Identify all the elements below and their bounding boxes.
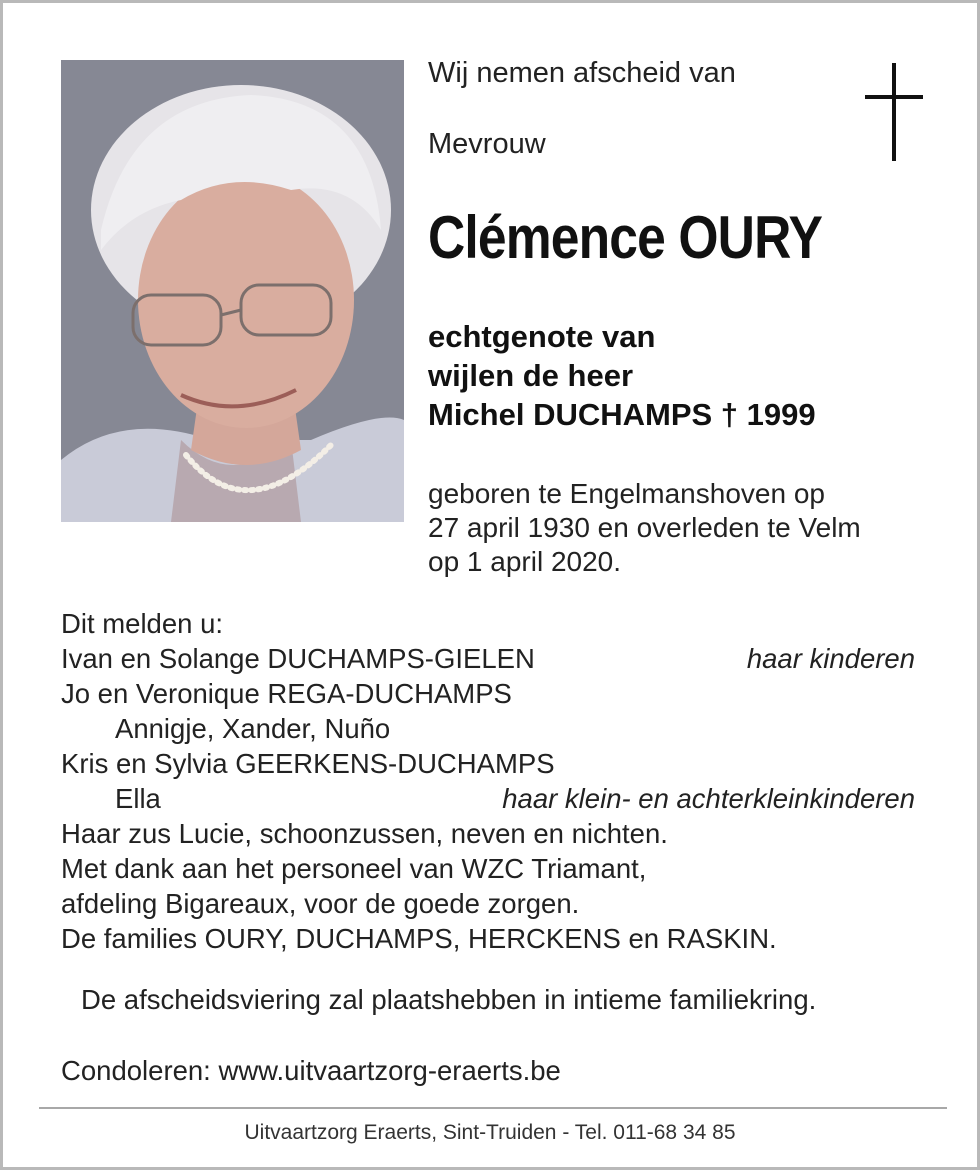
condolence-line: Condoleren: www.uitvaartzorg-eraerts.be bbox=[61, 1055, 561, 1086]
family-row-4: Kris en Sylvia GEERKENS-DUCHAMPS bbox=[61, 748, 555, 779]
family-row-5: Ella bbox=[115, 783, 161, 814]
funeral-home-footer: Uitvaartzorg Eraerts, Sint-Truiden - Tel. 011-68 34 85 bbox=[244, 1121, 736, 1144]
ceremony-note: De afscheidsviering zal plaatshebben in intieme familiekring. bbox=[81, 984, 817, 1015]
family-row-8: afdeling Bigareaux, voor de goede zorgen. bbox=[61, 888, 580, 919]
birth-line-2: 27 april 1930 en overleden te Velm bbox=[428, 512, 861, 543]
footer-divider bbox=[39, 1107, 947, 1109]
spouse-line-3: Michel DUCHAMPS † 1999 bbox=[428, 397, 816, 432]
relation-grandchildren: haar klein- en achterkleinkinderen bbox=[502, 783, 915, 814]
birth-line-1: geboren te Engelmanshoven op bbox=[428, 478, 825, 509]
birth-line-3: op 1 april 2020. bbox=[428, 546, 622, 577]
spouse-line-1: echtgenote van bbox=[428, 319, 656, 354]
family-row-7: Met dank aan het personeel van WZC Triamant, bbox=[61, 853, 647, 884]
relation-children: haar kinderen bbox=[746, 643, 915, 674]
honorific: Mevrouw bbox=[428, 128, 546, 160]
family-row-9: De families OURY, DUCHAMPS, HERCKENS en RASKIN. bbox=[61, 923, 777, 954]
family-heading: Dit melden u: bbox=[61, 608, 224, 639]
cross-icon bbox=[865, 63, 923, 161]
family-row-6: Haar zus Lucie, schoonzussen, neven en nichten. bbox=[61, 818, 668, 849]
family-row-2: Jo en Veronique REGA-DUCHAMPS bbox=[61, 678, 512, 709]
spouse-line-2: wijlen de heer bbox=[428, 358, 634, 393]
portrait-illustration bbox=[61, 60, 404, 522]
portrait-photo bbox=[61, 60, 404, 522]
intro-line: Wij nemen afscheid van bbox=[428, 57, 736, 89]
family-row-3: Annigje, Xander, Nuño bbox=[115, 713, 391, 744]
family-row-1: Ivan en Solange DUCHAMPS-GIELEN bbox=[61, 643, 535, 674]
deceased-name: Clémence OURY bbox=[428, 204, 823, 271]
